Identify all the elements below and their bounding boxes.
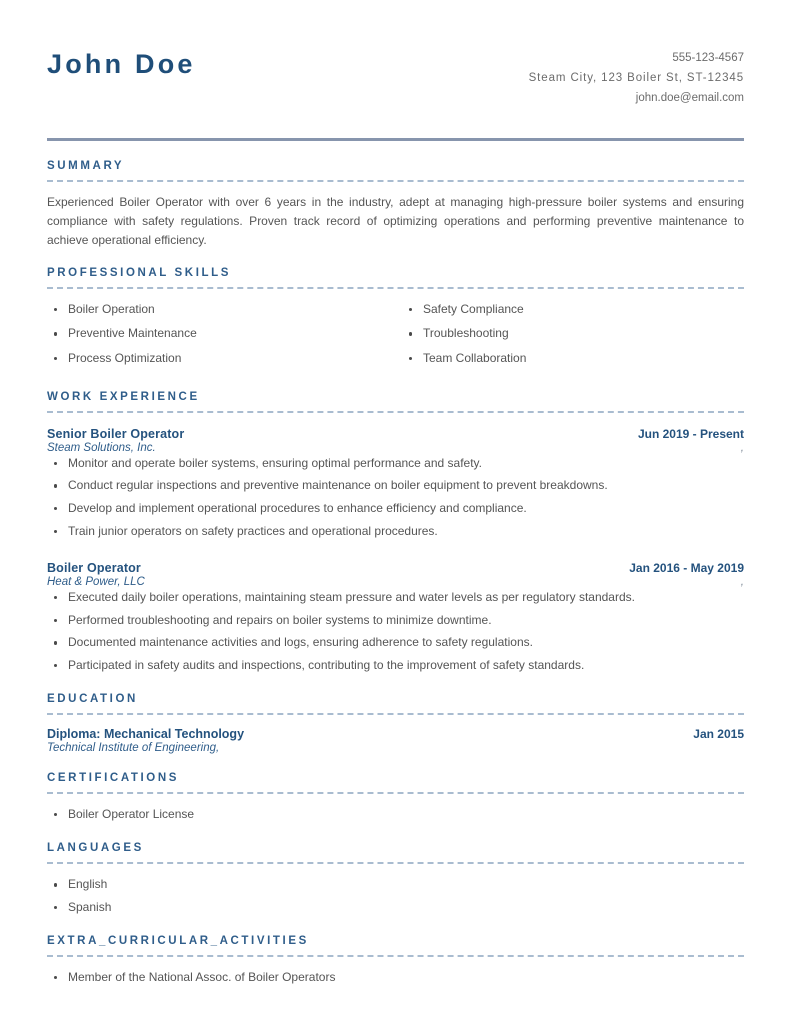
list-item: Safety Compliance xyxy=(402,300,744,319)
candidate-name: John Doe xyxy=(47,49,196,79)
experience-position: Boiler Operator xyxy=(47,560,141,575)
section-extra-curricular xyxy=(47,935,744,987)
education-body xyxy=(47,715,744,754)
experience-bullets xyxy=(47,588,744,675)
experience-company-row xyxy=(47,441,744,454)
list-item: Monitor and operate boiler systems, ensuring optimal performance and safety. xyxy=(47,454,744,473)
languages-body xyxy=(47,864,744,917)
experience-dates: Jun 2019 - Present xyxy=(637,426,744,441)
contact-email: john.doe@email.com xyxy=(635,92,744,105)
contact-block xyxy=(529,42,744,108)
experience-entry xyxy=(47,427,744,541)
certifications-list xyxy=(47,805,744,824)
experience-company: Heat & Power, LLC xyxy=(47,575,145,588)
experience-company-row xyxy=(47,575,744,588)
contact-phone: 555-123-4567 xyxy=(672,52,744,64)
experience-title-row xyxy=(47,561,744,575)
section-certifications xyxy=(47,772,744,824)
list-item: Boiler Operator License xyxy=(47,805,744,824)
section-title-certifications: CERTIFICATIONS xyxy=(47,772,180,785)
list-item: Member of the National Assoc. of Boiler Operators xyxy=(47,968,744,987)
section-title-languages: LANGUAGES xyxy=(47,842,144,855)
education-degree-row xyxy=(47,727,744,741)
list-item: English xyxy=(47,875,744,894)
experience-bullets xyxy=(47,454,744,541)
section-title-skills: PROFESSIONAL SKILLS xyxy=(47,267,232,280)
skills-grid xyxy=(47,300,744,373)
list-item: Troubleshooting xyxy=(402,324,744,343)
list-item: Preventive Maintenance xyxy=(47,324,402,343)
list-item: Documented maintenance activities and logs, ensuring adherence to safety regulations. xyxy=(47,633,744,652)
summary-body xyxy=(47,182,744,249)
section-skills xyxy=(47,267,744,373)
section-title-experience: WORK EXPERIENCE xyxy=(47,390,200,403)
skills-column-right xyxy=(402,300,744,373)
list-item: Conduct regular inspections and preventive maintenance on boiler equipment to prevent breakdowns. xyxy=(47,476,744,495)
experience-dates: Jan 2016 - May 2019 xyxy=(629,560,744,575)
education-entry xyxy=(47,727,744,754)
experience-location: , xyxy=(740,575,744,588)
skills-body xyxy=(47,289,744,373)
summary-text: Experienced Boiler Operator with over 6 years in the industry, adept at managing high-pressure boiler systems and ensuring compliance with safety regulations. Proven track record of optimizing operations and performing preventive maintenance to achieve operational efficiency. xyxy=(47,195,744,247)
section-title-extra-curricular: EXTRA_CURRICULAR_ACTIVITIES xyxy=(47,935,309,948)
section-title-education: EDUCATION xyxy=(47,693,138,706)
resume-header xyxy=(47,34,744,108)
contact-address: Steam City, 123 Boiler St, ST-12345 xyxy=(528,72,744,85)
section-languages xyxy=(47,842,744,917)
section-summary xyxy=(47,160,744,249)
experience-location: , xyxy=(740,441,744,454)
section-experience xyxy=(47,391,744,676)
extra-curricular-list xyxy=(47,968,744,987)
languages-list xyxy=(47,875,744,917)
skills-column-left xyxy=(47,300,402,373)
experience-title-row xyxy=(47,427,744,441)
list-item: Boiler Operation xyxy=(47,300,402,319)
list-item: Develop and implement operational procedures to enhance efficiency and compliance. xyxy=(47,499,744,518)
extra-curricular-body xyxy=(47,957,744,987)
list-item: Process Optimization xyxy=(47,349,402,368)
education-date: Jan 2015 xyxy=(693,727,744,742)
header-divider xyxy=(47,138,744,141)
section-education xyxy=(47,693,744,754)
experience-company: Steam Solutions, Inc. xyxy=(47,441,156,454)
list-item: Train junior operators on safety practices and operational procedures. xyxy=(47,522,744,541)
certifications-body xyxy=(47,794,744,824)
list-item: Spanish xyxy=(47,898,744,917)
section-title-summary: SUMMARY xyxy=(47,160,125,173)
list-item: Team Collaboration xyxy=(402,349,744,368)
experience-body xyxy=(47,413,744,676)
education-school: Technical Institute of Engineering, xyxy=(47,742,220,755)
list-item: Participated in safety audits and inspections, contributing to the improvement of safety standards. xyxy=(47,656,744,675)
education-degree: Diploma: Mechanical Technology xyxy=(47,727,245,742)
list-item: Executed daily boiler operations, maintaining steam pressure and water levels as per regulatory standards. xyxy=(47,588,744,607)
experience-entry xyxy=(47,561,744,675)
experience-position: Senior Boiler Operator xyxy=(47,426,185,441)
list-item: Performed troubleshooting and repairs on boiler systems to minimize downtime. xyxy=(47,611,744,630)
